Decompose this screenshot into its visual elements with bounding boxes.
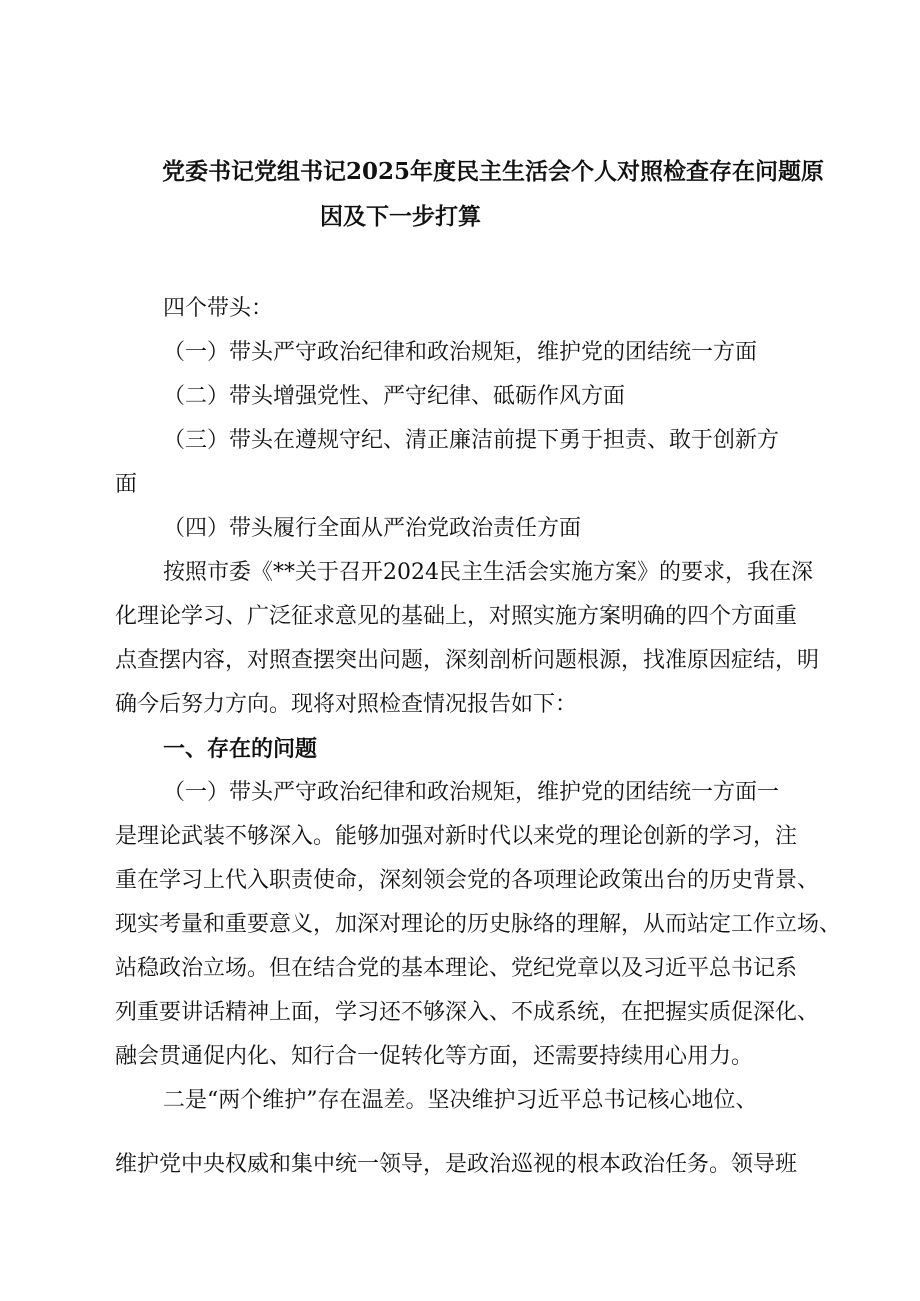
item-1: （一）带头严守政治纪律和政治规矩，维护党的团结统一方面 xyxy=(163,340,758,365)
item-4: （四）带头履行全面从严治党政治责任方面 xyxy=(163,516,582,541)
section-1-para-1-line-5: 站稳政治立场。但在结合党的基本理论、党纪党章以及习近平总书记系 xyxy=(115,956,798,981)
section-1-heading: 一、存在的问题 xyxy=(163,736,318,762)
section-1-para-2-line-2: 维护党中央权威和集中统一领导，是政治巡视的根本政治任务。领导班 xyxy=(115,1152,798,1177)
item-3-continuation: 面 xyxy=(115,472,138,497)
item-3: （三）带头在遵规守纪、清正廉洁前提下勇于担责、敢于创新方 xyxy=(163,428,780,453)
section-1-para-1-line-3: 重在学习上代入职责使命，深刻领会党的各项理论政策出台的历史背景、 xyxy=(115,868,820,893)
preface-line-1: 按照市委《**关于召开2024民主生活会实施方案》的要求，我在深 xyxy=(163,560,813,585)
section-1-para-1-line-4: 现实考量和重要意义，加深对理论的历史脉络的理解，从而站定工作立场、 xyxy=(115,912,842,937)
section-1-para-1-line-1: （一）带头严守政治纪律和政治规矩，维护党的团结统一方面一 xyxy=(163,780,780,805)
intro-heading: 四个带头： xyxy=(163,296,274,321)
document-title-line-1: 党委书记党组书记2025年度民主生活会个人对照检查存在问题原 xyxy=(162,158,825,185)
preface-line-2: 化理论学习、广泛征求意见的基础上，对照实施方案明确的四个方面重 xyxy=(115,604,798,629)
preface-line-4: 确今后努力方向。现将对照检查情况报告如下： xyxy=(115,692,578,717)
section-1-para-1-line-6: 列重要讲话精神上面，学习还不够深入、不成系统，在把握实质促深化、 xyxy=(115,1000,820,1025)
item-2: （二）带头增强党性、严守纪律、砥砺作风方面 xyxy=(163,384,626,409)
section-1-para-1-line-2: 是理论武装不够深入。能够加强对新时代以来党的理论创新的学习，注 xyxy=(115,824,798,849)
document-title-line-2: 因及下一步打算 xyxy=(320,203,481,230)
section-1-para-1-line-7: 融会贯通促内化、知行合一促转化等方面，还需要持续用心用力。 xyxy=(115,1044,754,1069)
section-1-para-2-line-1: 二是“两个维护”存在温差。坚决维护习近平总书记核心地位、 xyxy=(163,1088,758,1113)
preface-line-3: 点查摆内容，对照查摆突出问题，深刻剖析问题根源，找准原因症结，明 xyxy=(115,648,820,673)
